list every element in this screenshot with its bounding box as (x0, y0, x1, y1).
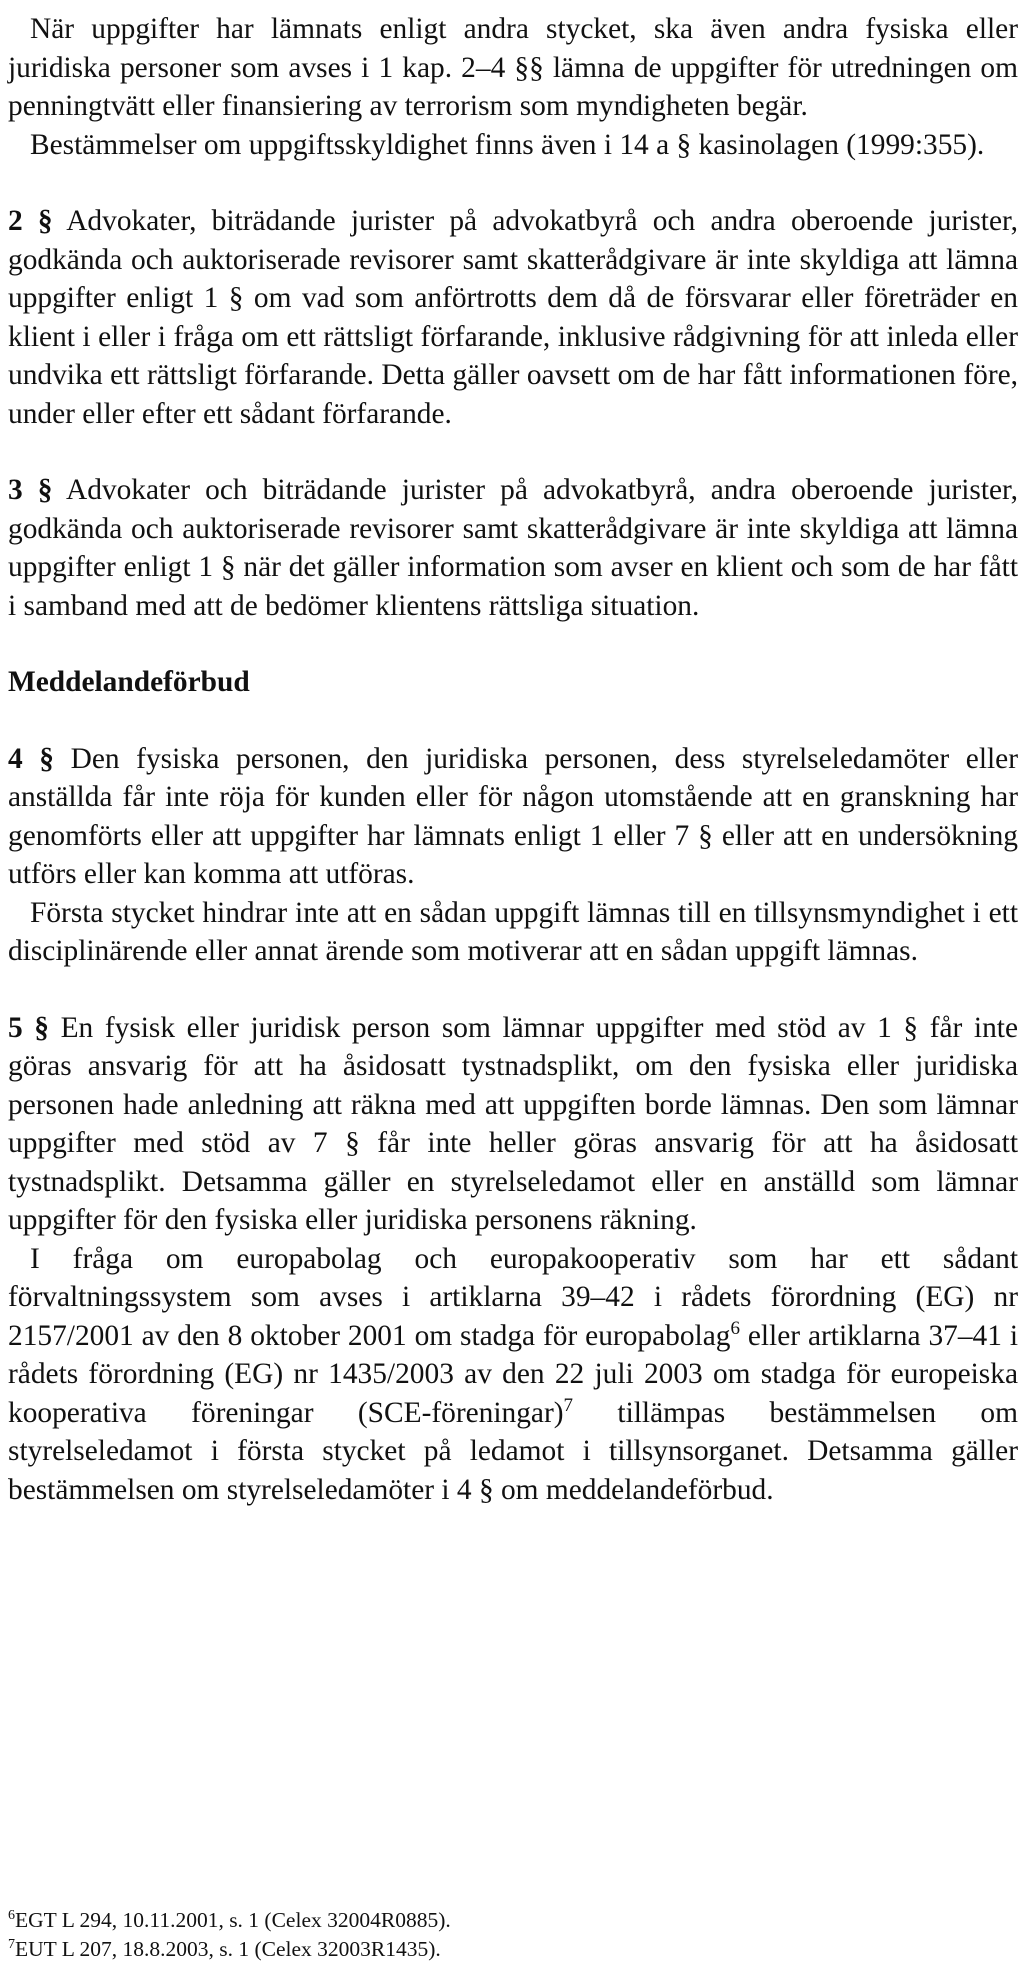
section-4 (8, 740, 1018, 894)
section-4-number: 4 § (8, 742, 54, 775)
heading-meddelandeforbud: Meddelandeförbud (8, 666, 250, 698)
footnote-6 (8, 1906, 1018, 1935)
section-2 (8, 202, 1018, 433)
footnote-6-text: EGT L 294, 10.11.2001, s. 1 (Celex 32004R0885). (15, 1908, 451, 1932)
section-2-number: 2 § (8, 205, 53, 237)
section-5-p2-part-b: eller artiklarna 37–41 i rådets förordning (EG) nr 1435/2003 av den 22 juli 2003 om stadga för europeiska kooperativa föreningar (SCE-föreningar) (8, 1319, 1018, 1429)
footnote-6-mark: 6 (8, 1907, 15, 1923)
section-4-paragraph-2: Första stycket hindrar inte att en sådan uppgift lämnas till en tillsynsmyndighet i ett disciplinärende eller annat ärende som motiverar att en sådan uppgift lämnas. (8, 896, 1018, 967)
footnote-7-text: EUT L 207, 18.8.2003, s. 1 (Celex 32003R1435). (15, 1937, 441, 1961)
intro-paragraph-2: Bestämmelser om uppgiftsskyldighet finns även i 14 a § kasinolagen (1999:355). (30, 128, 985, 161)
section-3-text: Advokater och biträdande jurister på advokatbyrå, andra oberoende jurister, godkända och auktoriserade revisorer samt skatterådgivare är inte skyldiga att lämna uppgifter enligt 1 § när det gäller information som avser en klient och som de har fått i samband med att de bedömer klientens rättsliga situation. (8, 474, 1018, 622)
intro-paragraph-1: När uppgifter har lämnats enligt andra stycket, ska även andra fysiska eller juridiska personer som avses i 1 kap. 2–4 §§ lämna de uppgifter för utredningen om penningtvätt eller finansiering av terrorism som myndigheten begär. (8, 13, 1018, 122)
section-4-text: Den fysiska personen, den juridiska personen, dess styrelseledamöter eller anställda får inte röja för kunden eller för någon utomstående att en granskning har genomförts eller att uppgifter har lämnats enligt 1 eller 7 § eller att en undersökning utförs eller kan komma att utföras. (8, 742, 1018, 890)
document-body (8, 10, 1018, 1509)
section-3 (8, 471, 1018, 625)
section-5-paragraph-2 (8, 1240, 1018, 1510)
section-3-number: 3 § (8, 474, 53, 506)
section-5-p2-part-a: I fråga om europabolag och europakooperativ som har ett sådant förvaltningssystem som avses i artiklarna 39–42 i rådets förordning (EG) nr 2157/2001 av den 8 oktober 2001 om stadga för europabolag (8, 1242, 1018, 1352)
footnotes (8, 1906, 1018, 1964)
footnote-7 (8, 1935, 1018, 1964)
section-5-number: 5 § (8, 1011, 49, 1044)
footnote-ref-7[interactable]: 7 (563, 1394, 574, 1416)
footnote-7-mark: 7 (8, 1936, 15, 1952)
section-2-text: Advokater, biträdande jurister på advokatbyrå och andra oberoende jurister, godkända och auktoriserade revisorer samt skatterådgivare är inte skyldiga att lämna uppgifter enligt 1 § om vad som anförtrotts dem då de försvarar eller företräder en klient i eller i fråga om ett rättsligt förfarande, inklusive rådgivning för att inleda eller undvika ett rättsligt förfarande. Detta gäller oavsett om de har fått informationen före, under eller efter ett sådant förfarande. (8, 205, 1018, 430)
footnote-ref-6[interactable]: 6 (730, 1317, 740, 1339)
section-5-p2-part-c: tillämpas bestämmelsen om styrelseledamot i första stycket på ledamot i tillsynsorganet. Detsamma gäller bestämmelsen om styrelseledamöter i 4 § om meddelandeförbud. (8, 1396, 1018, 1506)
section-5 (8, 1009, 1018, 1240)
section-5-text: En fysisk eller juridisk person som lämnar uppgifter med stöd av 1 § får inte göras ansvarig för att ha åsidosatt tystnadsplikt, om den fysiska eller juridiska personen hade anledning att räkna med att uppgiften borde lämnas. Den som lämnar uppgifter med stöd av 7 § får inte heller göras ansvarig för att ha åsidosatt tystnadsplikt. Detsamma gäller en styrelseledamot eller en anställd som lämnar uppgifter för den fysiska eller juridiska personens räkning. (8, 1011, 1018, 1236)
